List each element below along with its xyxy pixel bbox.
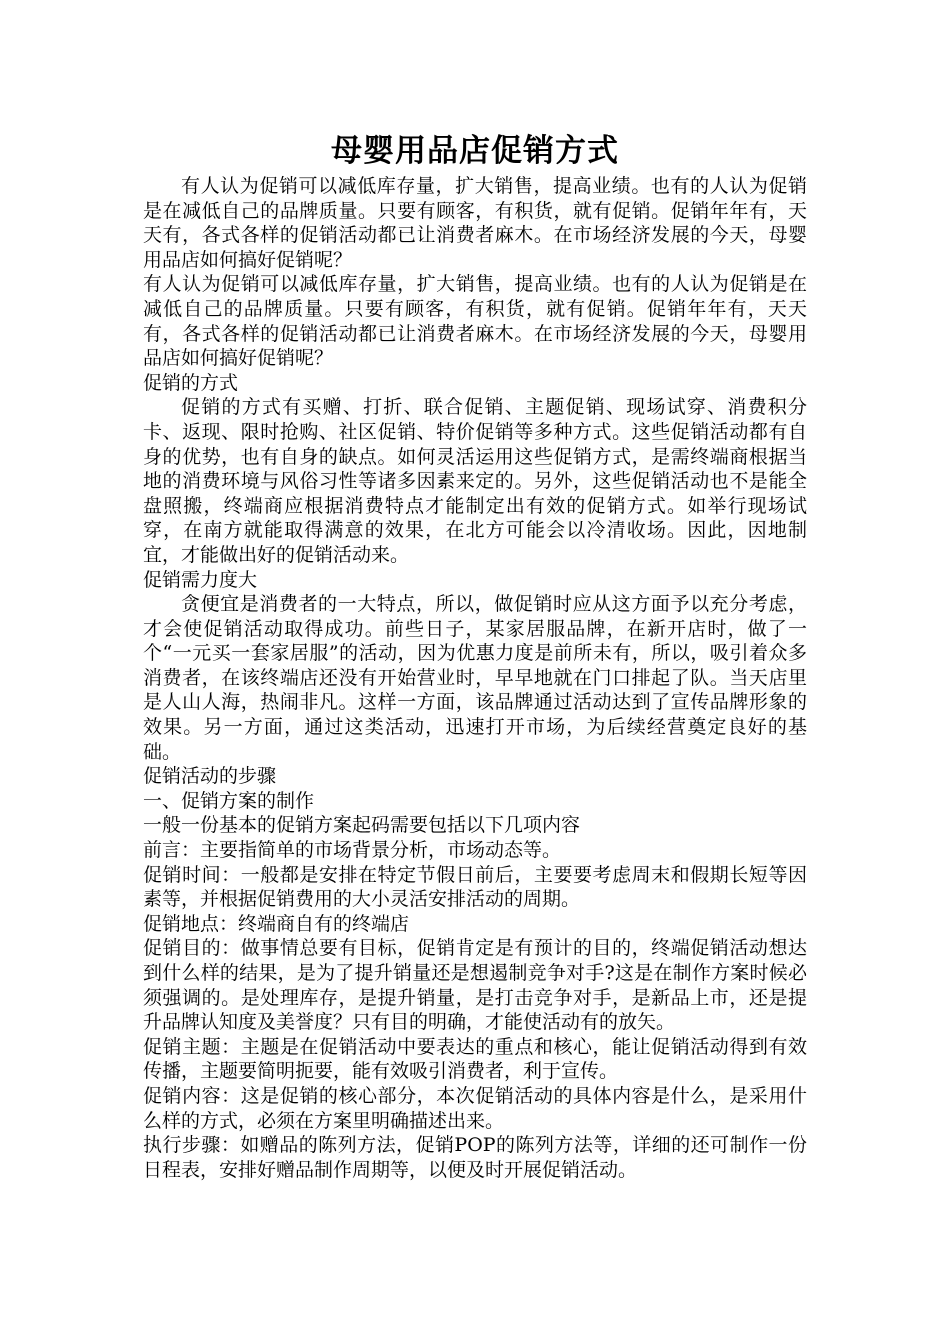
paragraph-promotion-methods: 促销的方式有买赠、打折、联合促销、主题促销、现场试穿、消费积分卡、返现、限时抢购、社区促销、特价促销等多种方式。这些促销活动都有自身的优势，也有自身的缺点。如何灵活运用这些促销方式，是需终端商根据当地的消费环境与风俗习性等诸多因素来定的。另外，这些促销活动也不是能全盘照搬，终端商应根据消费特点才能制定出有效的促销方式。如举行现场试穿，在南方就能取得满意的效果，在北方可能会以冷清收场。因此，因地制宜，才能做出好的促销活动来。 [143, 396, 807, 566]
paragraph-execution-steps: 执行步骤：如赠品的陈列方法，促销POP的陈列方法等，详细的还可制作一份日程表，安排好赠品制作周期等，以便及时开展促销活动。 [143, 1134, 807, 1181]
paragraph-promotion-theme: 促销主题：主题是在促销活动中要表达的重点和核心，能让促销活动得到有效传播，主题要简明扼要，能有效吸引消费者，利于宣传。 [143, 1035, 807, 1083]
document-title: 母婴用品店促销方式 [331, 133, 619, 169]
document-page [143, 128, 807, 1182]
paragraph-preface: 前言：主要指简单的市场背景分析，市场动态等。 [143, 839, 562, 862]
paragraph-promotion-strength: 贪便宜是消费者的一大特点，所以，做促销时应从这方面予以充分考虑，才会使促销活动取得成功。前些日子，某家居服品牌，在新开店时，做了一个“一元买一套家居服”的活动，因为优惠力度是前所未有，所以，吸引着众多消费者，在该终端店还没有开始营业时，早早地就在门口排起了队。当天店里是人山人海，热闹非凡。这样一方面，该品牌通过活动达到了宣传品牌形象的效果。另一方面，通过这类活动，迅速打开市场，为后续经营奠定良好的基础。 [143, 593, 807, 763]
paragraph-promotion-time: 促销时间：一般都是安排在特定节假日前后，主要要考虑周末和假期长短等因素等，并根据促销费用的大小灵活安排活动的周期。 [143, 863, 807, 911]
paragraph-promotion-content: 促销内容：这是促销的核心部分，本次促销活动的具体内容是什么，是采用什么样的方式，必须在方案里明确描述出来。 [143, 1084, 807, 1132]
paragraph-plan-contents: 一般一份基本的促销方案起码需要包括以下几项内容 [143, 814, 581, 837]
heading-promotion-methods: 促销的方式 [143, 371, 239, 394]
heading-promotion-steps: 促销活动的步骤 [143, 765, 277, 788]
heading-plan-making: 一、促销方案的制作 [143, 789, 315, 812]
paragraph-intro-2: 有人认为促销可以减低库存量，扩大销售，提高业绩。也有的人认为促销是在减低自己的品牌质量。只要有顾客，有积货，就有促销。促销年年有，天天有，各式各样的促销活动都已让消费者麻木。在市场经济发展的今天，母婴用品店如何搞好促销呢？ [143, 273, 807, 370]
paragraph-promotion-location: 促销地点：终端商自有的终端店 [143, 912, 410, 935]
heading-promotion-strength: 促销需力度大 [143, 568, 258, 591]
paragraph-intro-1: 有人认为促销可以减低库存量，扩大销售，提高业绩。也有的人认为促销是在减低自己的品牌质量。只要有顾客，有积货，就有促销。促销年年有，天天有，各式各样的促销活动都已让消费者麻木。在市场经济发展的今天，母婴用品店如何搞好促销呢？ [143, 175, 807, 271]
paragraph-promotion-goal: 促销目的：做事情总要有目标，促销肯定是有预计的目的，终端促销活动想达到什么样的结果，是为了提升销量还是想遏制竞争对手?这是在制作方案时候必须强调的。是处理库存，是提升销量，是打击竞争对手，是新品上市，还是提升品牌认知度及美誉度？只有目的明确，才能使活动有的放矢。 [143, 937, 807, 1034]
